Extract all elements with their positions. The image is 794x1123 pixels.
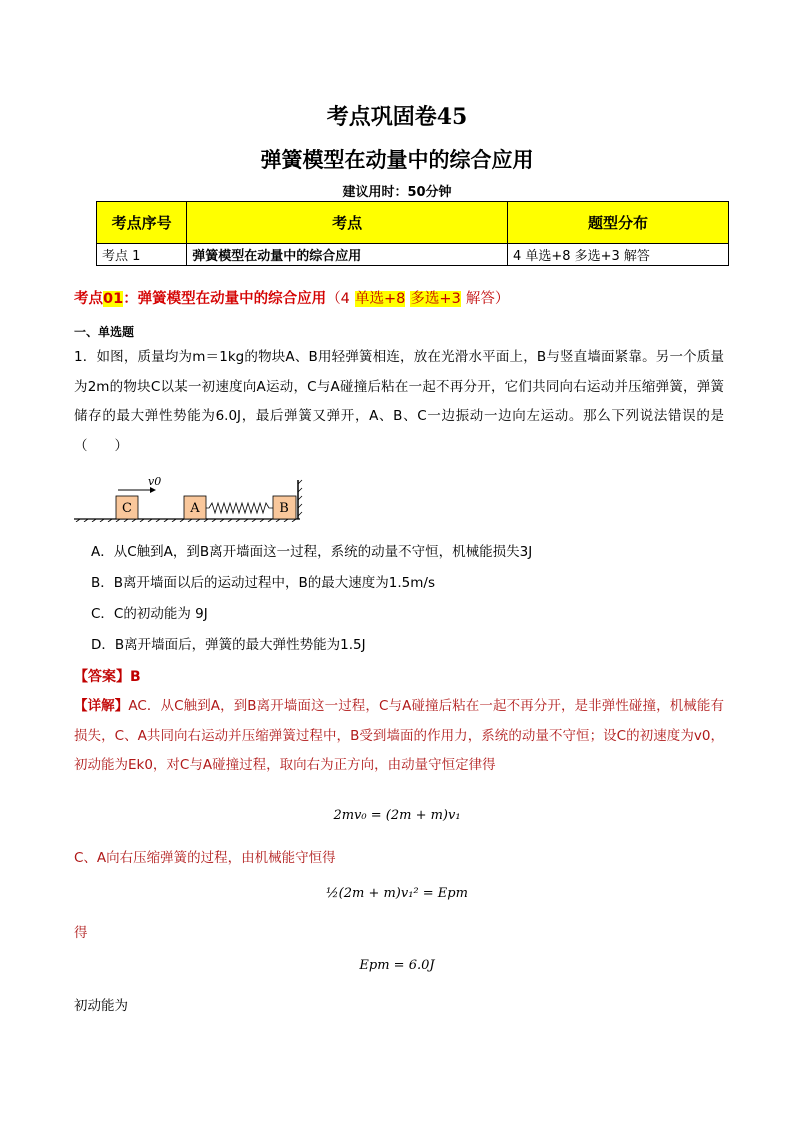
section-name: ：弹簧模型在动量中的综合应用	[123, 291, 327, 307]
table-header: 考点序号	[97, 202, 187, 244]
section-number: 01	[103, 291, 124, 307]
option-d: D．B离开墙面后，弹簧的最大弹性势能为1.5J	[91, 637, 366, 653]
question-text: 1．如图，质量均为m＝1kg的物块A、B用轻弹簧相连，放在光滑水平面上，B与竖直墙面紧靠。另一个质量为2m的物块C以某一初速度向A运动，C与A碰撞后粘在一起不再分开，它们共同向右运动并压缩弹簧，弹簧储存的最大弹性势能为6.0J，最后弹簧又弹开，A、B、C一边振动一边向左运动。那么下列说法错误的是（ ）	[74, 349, 724, 454]
table-cell: 弹簧模型在动量中的综合应用	[187, 244, 508, 266]
block-c-label: C	[122, 501, 132, 516]
detail-label: 【详解】	[74, 698, 129, 714]
option-a: A．从C触到A，到B离开墙面这一过程，系统的动量不守恒，机械能损失3J	[91, 544, 533, 560]
spring	[206, 503, 273, 513]
section-title	[74, 287, 509, 308]
table-cell: 考点 1	[97, 244, 187, 266]
equation-momentum: 2mv₀ = (2m + m)v₁	[333, 808, 461, 823]
time-label: 建议用时：50分钟	[342, 185, 452, 200]
table-cell: 4 单选+8 多选+3 解答	[507, 244, 728, 266]
detail-line: 初动能为	[74, 998, 128, 1014]
equation-energy: ½(2m + m)v₁² = Epm	[326, 886, 468, 901]
detail-body: AC．从C触到A，到B离开墙面这一过程，C与A碰撞后粘在一起不再分开，是非弹性碰撞，机械能有损失，C、A共同向右运动并压缩弹簧过程中，B受到墙面的作用力，系统的动量不守恒；设C的初速度为v0，初动能为Ek0，对C与A碰撞过程，取向右为正方向，由动量守恒定律得	[74, 698, 724, 773]
question-figure	[72, 472, 312, 522]
block-b-label: B	[279, 501, 289, 516]
section-count-single: 单选+8	[354, 291, 406, 307]
section-count-open: （4	[326, 291, 350, 307]
answer: 【答案】B	[74, 669, 141, 685]
table-row	[97, 244, 729, 266]
table-header: 考点	[187, 202, 508, 244]
detail-text	[74, 692, 724, 781]
detail-line: 得	[74, 925, 88, 941]
option-c: C．C的初动能为 9J	[91, 606, 208, 622]
subsection-title: 一、单选题	[74, 325, 135, 339]
section-prefix: 考点	[74, 291, 103, 307]
block-a-label: A	[190, 501, 200, 516]
table-header-row	[97, 202, 729, 244]
velocity-label: v0	[148, 475, 162, 488]
option-b: B．B离开墙面以后的运动过程中，B的最大速度为1.5m/s	[91, 575, 435, 591]
detail-line: C、A向右压缩弹簧的过程，由机械能守恒得	[74, 850, 336, 866]
section-count-multi: 多选+3	[410, 291, 461, 307]
table-header: 题型分布	[507, 202, 728, 244]
equation-result: Epm = 6.0J	[359, 958, 435, 973]
topic-table	[96, 201, 729, 266]
section-count-close: 解答）	[465, 291, 510, 307]
page-subtitle: 弹簧模型在动量中的综合应用	[260, 147, 534, 172]
page-title: 考点巩固卷45	[326, 104, 468, 130]
